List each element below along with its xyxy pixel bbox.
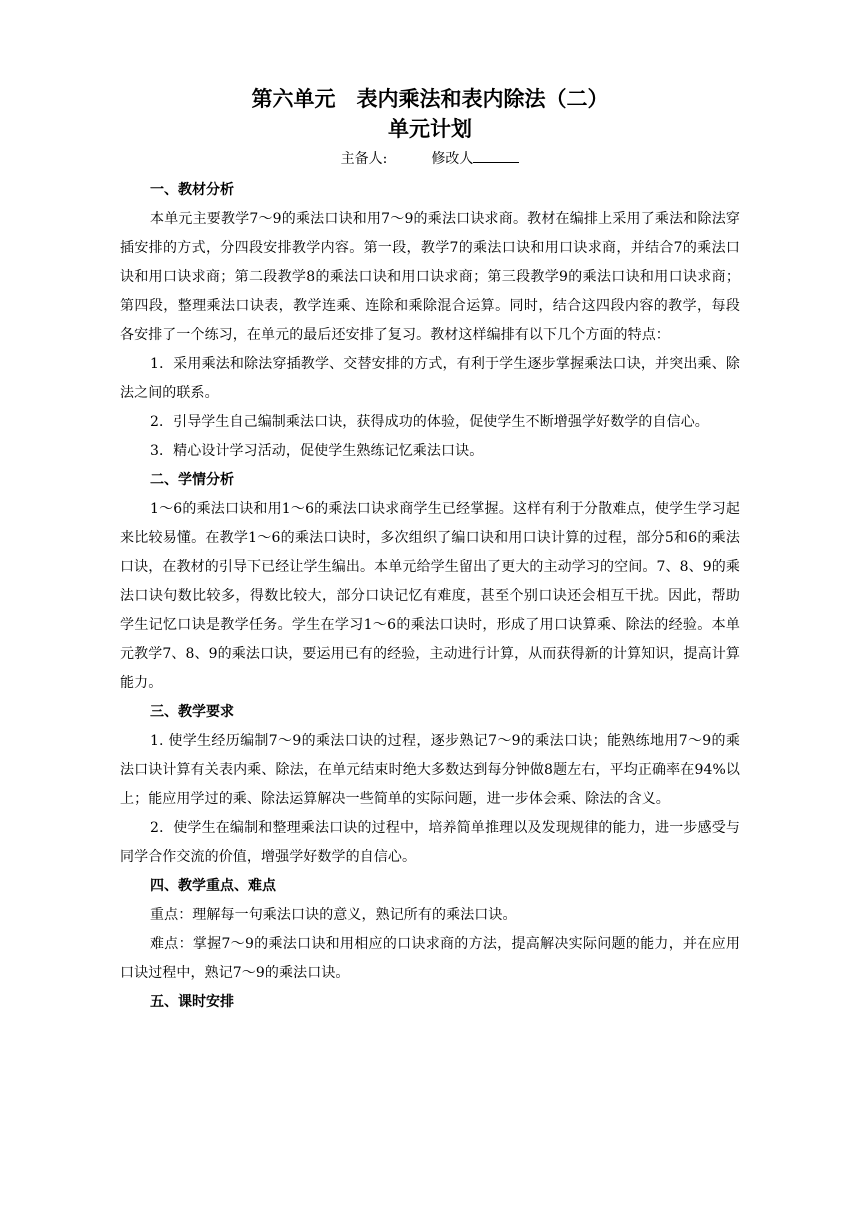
section-schedule: [120, 988, 740, 1017]
paragraph: 重点：理解每一句乘法口诀的意义，熟记所有的乘法口诀。: [150, 907, 517, 923]
paragraph: 2．引导学生自己编制乘法口诀，获得成功的体验，促使学生不断增强学好数学的自信心。: [150, 414, 709, 430]
section-teaching-requirements: [120, 698, 740, 872]
author-label: 主备人:: [340, 151, 388, 167]
editor-blank-line: [473, 148, 519, 163]
author-line: [120, 148, 740, 170]
paragraph: 1. 使学生经历编制7～9的乘法口诀的过程，逐步熟记7～9的乘法口诀；能熟练地用7～9的乘法口诀计算有关表内乘、除法，在单元结束时绝大多数达到每分钟做8题左右，平均正确率在94%以上；能应用学过的乘、除法运算解决一些简单的实际问题，进一步体会乘、除法的含义。: [120, 733, 740, 807]
paragraph: 1．采用乘法和除法穿插教学、交替安排的方式，有利于学生逐步掌握乘法口诀，并突出乘、除法之间的联系。: [120, 356, 740, 401]
section-heading: 三、教学要求: [150, 704, 234, 720]
editor-label: 修改人: [431, 151, 474, 167]
paragraph: 难点：掌握7～9的乘法口诀和用相应的口诀求商的方法，提高解决实际问题的能力，并在应用口诀过程中，熟记7～9的乘法口诀。: [120, 936, 740, 981]
section-heading: 一、教材分析: [150, 182, 234, 198]
section-heading: 二、学情分析: [150, 472, 234, 488]
paragraph: 3．精心设计学习活动，促使学生熟练记忆乘法口诀。: [150, 443, 484, 459]
section-textbook-analysis: [120, 176, 740, 466]
section-heading: 五、课时安排: [150, 994, 234, 1010]
section-student-analysis: [120, 466, 740, 698]
paragraph: 2．使学生在编制和整理乘法口诀的过程中，培养简单推理以及发现规律的能力，进一步感受与同学合作交流的价值，增强学好数学的自信心。: [120, 820, 740, 865]
section-heading: 四、教学重点、难点: [150, 878, 276, 894]
document-subtitle: 单元计划: [388, 117, 472, 141]
paragraph: 1～6的乘法口诀和用1～6的乘法口诀求商学生已经掌握。这样有利于分散难点，使学生学习起来比较易懂。在教学1～6的乘法口诀时，多次组织了编口诀和用口诀计算的过程，部分5和6的乘法口诀，在教材的引导下已经让学生编出。本单元给学生留出了更大的主动学习的空间。7、8、9的乘法口诀句数比较多，得数比较大，部分口诀记忆有难度，甚至个别口诀还会相互干扰。因此，帮助学生记忆口诀是教学任务。学生在学习1～6的乘法口诀时，形成了用口诀算乘、除法的经验。本单元教学7、8、9的乘法口诀，要运用已有的经验，主动进行计算，从而获得新的计算知识，提高计算能力。: [120, 501, 740, 691]
document-title: 第六单元 表内乘法和表内除法（二）: [251, 87, 609, 111]
section-key-points: [120, 872, 740, 988]
paragraph: 本单元主要教学7～9的乘法口诀和用7～9的乘法口诀求商。教材在编排上采用了乘法和除法穿插安排的方式，分四段安排教学内容。第一段，教学7的乘法口诀和用口诀求商，并结合7的乘法口诀和用口诀求商；第二段教学8的乘法口诀和用口诀求商；第三段教学9的乘法口诀和用口诀求商；第四段，整理乘法口诀表，教学连乘、连除和乘除混合运算。同时，结合这四段内容的教学，每段各安排了一个练习，在单元的最后还安排了复习。教材这样编排有以下几个方面的特点：: [120, 211, 740, 343]
